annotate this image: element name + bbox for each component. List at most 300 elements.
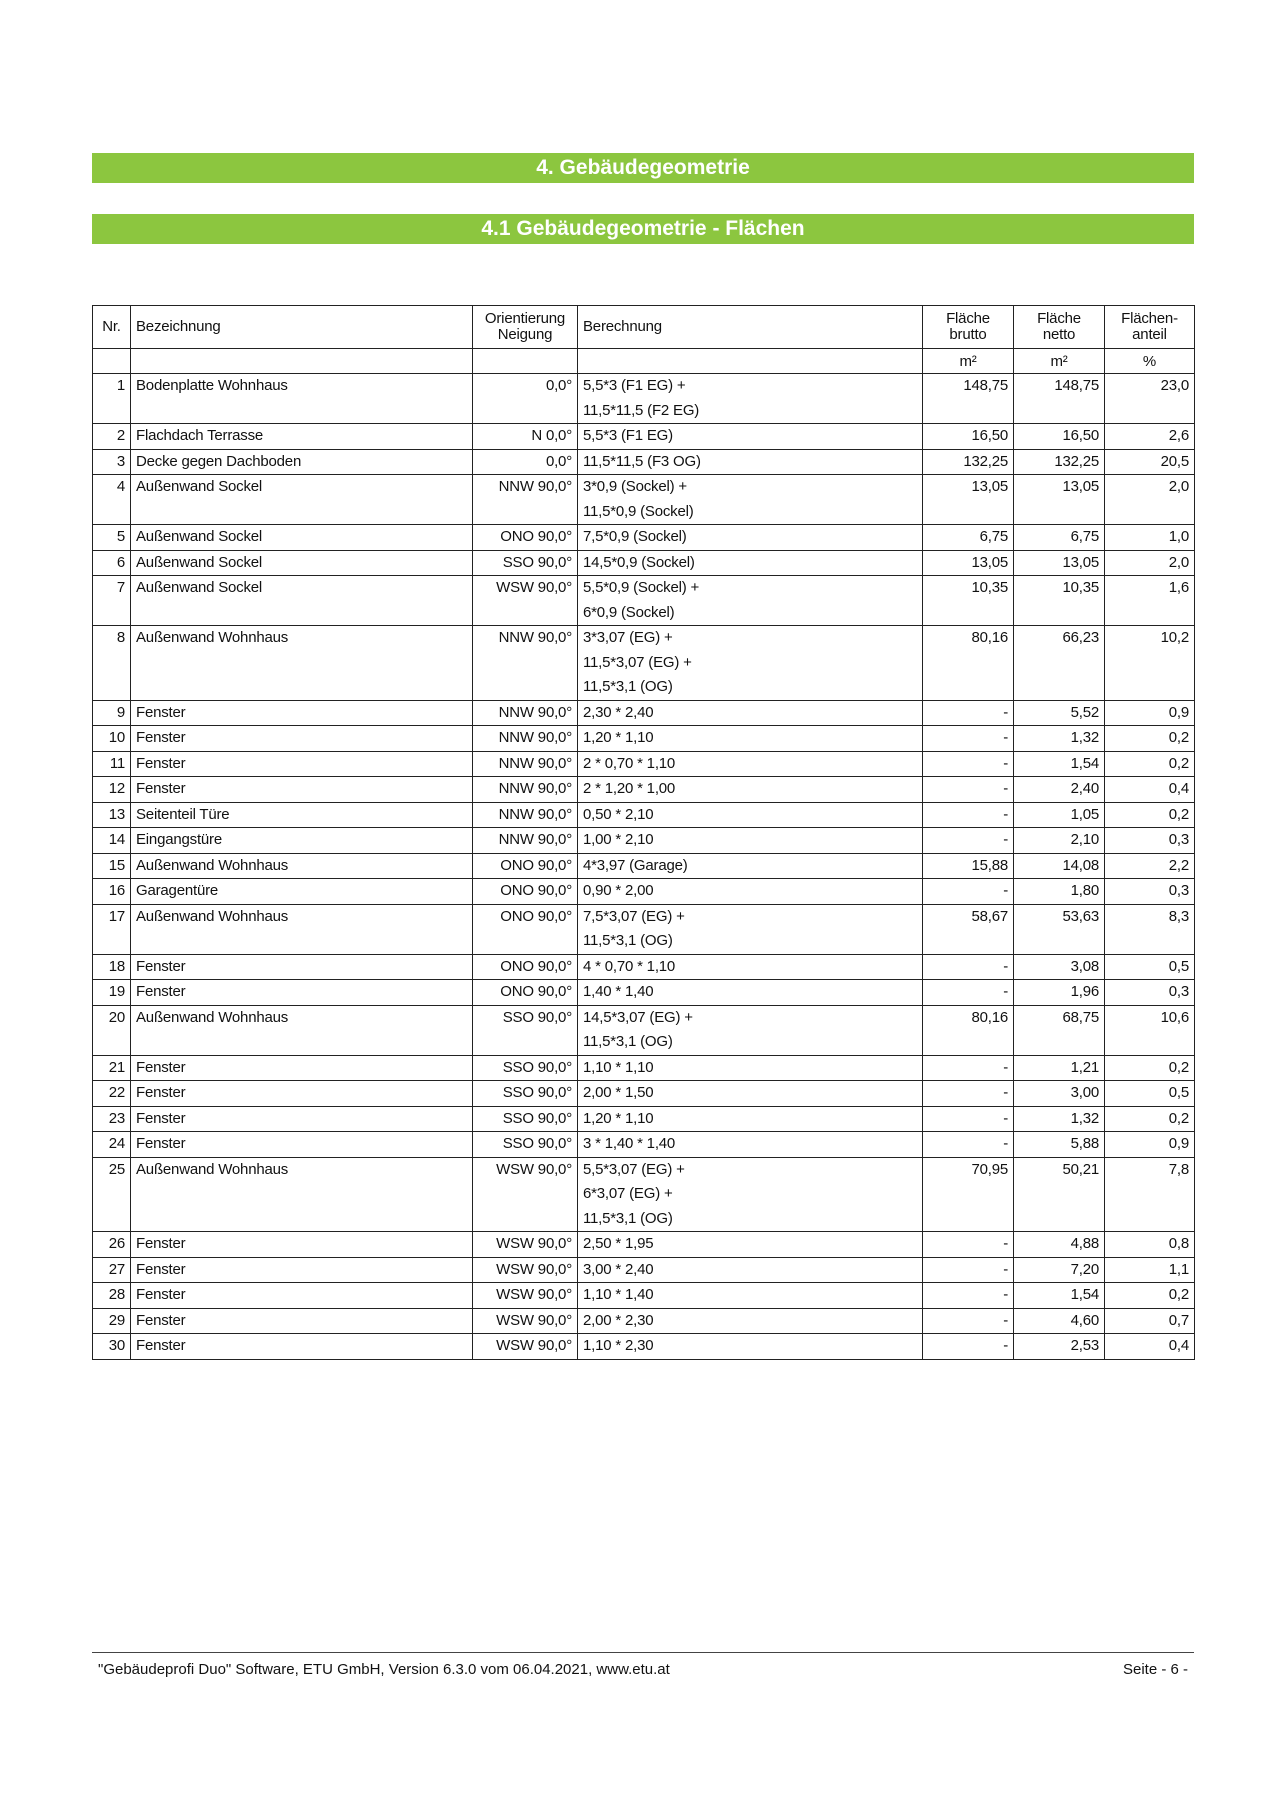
cell-flaechenanteil: 0,9 <box>1105 700 1195 726</box>
cell-flaechenanteil: 0,3 <box>1105 828 1195 854</box>
calc-line: 2 * 0,70 * 1,10 <box>583 754 676 772</box>
cell-flaechenanteil: 0,5 <box>1105 954 1195 980</box>
table-row <box>93 374 1195 424</box>
cell-berechnung <box>578 700 923 726</box>
calc-line: 1,00 * 2,10 <box>583 831 654 848</box>
units-empty <box>131 349 473 374</box>
cell-nr: 24 <box>93 1132 131 1158</box>
cell-berechnung <box>578 751 923 777</box>
cell-nr: 5 <box>93 525 131 551</box>
cell-nr: 26 <box>93 1232 131 1258</box>
cell-bezeichnung: Fenster <box>131 1081 473 1107</box>
calc-line: 0,90 * 2,00 <box>583 882 654 899</box>
cell-flaeche-brutto: - <box>923 1232 1014 1258</box>
cell-flaeche-netto: 50,21 <box>1014 1157 1105 1232</box>
table-row <box>93 1232 1195 1258</box>
cell-bezeichnung: Fenster <box>131 1334 473 1360</box>
calc-line: 5,5*3 (F1 EG) + <box>583 377 686 394</box>
cell-bezeichnung: Seitenteil Türe <box>131 802 473 828</box>
cell-berechnung <box>578 1257 923 1283</box>
calc-line: 1,20 * 1,10 <box>583 1109 654 1127</box>
cell-flaeche-brutto: - <box>923 1106 1014 1132</box>
cell-nr: 28 <box>93 1283 131 1309</box>
cell-flaechenanteil: 0,2 <box>1105 1055 1195 1081</box>
cell-flaeche-netto: 53,63 <box>1014 904 1105 954</box>
cell-flaechenanteil: 0,2 <box>1105 1106 1195 1132</box>
cell-berechnung <box>578 954 923 980</box>
table-row <box>93 1308 1195 1334</box>
cell-bezeichnung: Fenster <box>131 1232 473 1258</box>
table-row <box>93 1283 1195 1309</box>
cell-flaeche-netto: 14,08 <box>1014 853 1105 879</box>
cell-flaechenanteil: 7,8 <box>1105 1157 1195 1232</box>
header-brutto-line2: brutto <box>949 326 987 343</box>
cell-flaechenanteil: 8,3 <box>1105 904 1195 954</box>
calc-line: 7,5*3,07 (EG) + <box>583 907 685 925</box>
table-row <box>93 802 1195 828</box>
cell-orientierung: SSO 90,0° <box>473 1132 578 1158</box>
cell-bezeichnung: Außenwand Sockel <box>131 576 473 626</box>
cell-orientierung: ONO 90,0° <box>473 904 578 954</box>
cell-nr: 1 <box>93 374 131 424</box>
cell-orientierung: WSW 90,0° <box>473 1283 578 1309</box>
cell-orientierung: ONO 90,0° <box>473 879 578 905</box>
table-row <box>93 751 1195 777</box>
table-row <box>93 904 1195 954</box>
cell-orientierung: WSW 90,0° <box>473 1308 578 1334</box>
table-row <box>93 1055 1195 1081</box>
calc-line: 3 * 1,40 * 1,40 <box>583 1135 676 1152</box>
units-empty <box>473 349 578 374</box>
cell-flaeche-brutto: - <box>923 751 1014 777</box>
cell-flaeche-brutto: - <box>923 700 1014 726</box>
cell-flaeche-brutto: - <box>923 1132 1014 1158</box>
cell-flaeche-brutto: 58,67 <box>923 904 1014 954</box>
calc-line: 11,5*3,1 (OG) <box>583 678 673 695</box>
cell-berechnung <box>578 802 923 828</box>
table-row <box>93 1081 1195 1107</box>
cell-flaeche-netto: 2,40 <box>1014 777 1105 803</box>
cell-flaeche-netto: 1,05 <box>1014 802 1105 828</box>
cell-berechnung <box>578 576 923 626</box>
geometry-table <box>92 305 1195 1360</box>
cell-bezeichnung: Fenster <box>131 1106 473 1132</box>
calc-line: 11,5*11,5 (F2 EG) <box>583 401 700 419</box>
cell-berechnung <box>578 1106 923 1132</box>
cell-nr: 22 <box>93 1081 131 1107</box>
cell-flaechenanteil: 0,2 <box>1105 751 1195 777</box>
calc-line: 1,20 * 1,10 <box>583 729 654 746</box>
cell-orientierung: 0,0° <box>473 374 578 424</box>
cell-flaeche-brutto: 16,50 <box>923 424 1014 450</box>
cell-orientierung: NNW 90,0° <box>473 828 578 854</box>
cell-nr: 12 <box>93 777 131 803</box>
calc-line: 2,50 * 1,95 <box>583 1235 654 1252</box>
calc-line: 0,50 * 2,10 <box>583 805 654 823</box>
header-nr: Nr. <box>93 306 131 349</box>
cell-flaeche-brutto: - <box>923 1283 1014 1309</box>
calc-line: 11,5*0,9 (Sockel) <box>583 502 694 520</box>
cell-flaeche-netto: 13,05 <box>1014 550 1105 576</box>
table-row <box>93 1257 1195 1283</box>
calc-line: 7,5*0,9 (Sockel) <box>583 528 687 545</box>
cell-flaeche-netto: 1,32 <box>1014 726 1105 752</box>
header-flaeche-brutto <box>923 306 1014 349</box>
cell-flaechenanteil: 10,2 <box>1105 626 1195 701</box>
cell-nr: 20 <box>93 1005 131 1055</box>
cell-flaechenanteil: 0,5 <box>1105 1081 1195 1107</box>
table-row <box>93 1334 1195 1360</box>
cell-flaechenanteil: 0,2 <box>1105 726 1195 752</box>
calc-line: 2,00 * 1,50 <box>583 1084 654 1101</box>
cell-orientierung: NNW 90,0° <box>473 777 578 803</box>
cell-orientierung: NNW 90,0° <box>473 700 578 726</box>
cell-flaechenanteil: 0,3 <box>1105 879 1195 905</box>
cell-flaeche-brutto: - <box>923 802 1014 828</box>
cell-nr: 19 <box>93 980 131 1006</box>
calc-line: 4 * 0,70 * 1,10 <box>583 957 676 975</box>
cell-flaeche-brutto: - <box>923 777 1014 803</box>
cell-berechnung <box>578 879 923 905</box>
unit-netto: m² <box>1014 349 1105 374</box>
cell-berechnung <box>578 550 923 576</box>
cell-orientierung: WSW 90,0° <box>473 1232 578 1258</box>
table-row <box>93 879 1195 905</box>
cell-orientierung: NNW 90,0° <box>473 751 578 777</box>
table-row <box>93 1132 1195 1158</box>
table-row <box>93 1157 1195 1232</box>
cell-nr: 11 <box>93 751 131 777</box>
cell-flaeche-brutto: - <box>923 1308 1014 1334</box>
cell-bezeichnung: Fenster <box>131 1132 473 1158</box>
cell-nr: 15 <box>93 853 131 879</box>
cell-flaeche-brutto: 148,75 <box>923 374 1014 424</box>
calc-line: 5,5*3,07 (EG) + <box>583 1160 685 1178</box>
footer-software-info: "Gebäudeprofi Duo" Software, ETU GmbH, Version 6.3.0 vom 06.04.2021, www.etu.at <box>98 1661 670 1678</box>
table-row <box>93 828 1195 854</box>
cell-bezeichnung: Flachdach Terrasse <box>131 424 473 450</box>
header-orientierung-label: Orientierung <box>484 310 566 327</box>
cell-orientierung: SSO 90,0° <box>473 1106 578 1132</box>
cell-nr: 3 <box>93 449 131 475</box>
cell-bezeichnung: Fenster <box>131 1283 473 1309</box>
calc-line: 5,5*0,9 (Sockel) + <box>583 579 700 596</box>
cell-flaeche-netto: 2,53 <box>1014 1334 1105 1360</box>
cell-bezeichnung: Außenwand Wohnhaus <box>131 904 473 954</box>
table-row <box>93 449 1195 475</box>
cell-flaechenanteil: 2,0 <box>1105 550 1195 576</box>
cell-bezeichnung: Fenster <box>131 751 473 777</box>
cell-berechnung <box>578 904 923 954</box>
calc-line: 4*3,97 (Garage) <box>583 856 688 874</box>
cell-bezeichnung: Außenwand Sockel <box>131 550 473 576</box>
cell-berechnung <box>578 1081 923 1107</box>
cell-flaechenanteil: 23,0 <box>1105 374 1195 424</box>
cell-nr: 10 <box>93 726 131 752</box>
cell-nr: 7 <box>93 576 131 626</box>
cell-flaeche-brutto: - <box>923 1081 1014 1107</box>
cell-flaeche-netto: 1,80 <box>1014 879 1105 905</box>
cell-orientierung: SSO 90,0° <box>473 550 578 576</box>
cell-nr: 23 <box>93 1106 131 1132</box>
calc-line: 11,5*11,5 (F3 OG) <box>583 452 701 470</box>
header-orientierung <box>473 306 578 349</box>
calc-line: 6*3,07 (EG) + <box>583 1185 673 1202</box>
header-netto-line1: Fläche <box>1037 310 1081 327</box>
table-row <box>93 726 1195 752</box>
cell-flaeche-netto: 6,75 <box>1014 525 1105 551</box>
cell-nr: 18 <box>93 954 131 980</box>
cell-bezeichnung: Fenster <box>131 700 473 726</box>
cell-flaechenanteil: 20,5 <box>1105 449 1195 475</box>
cell-bezeichnung: Garagentüre <box>131 879 473 905</box>
cell-orientierung: 0,0° <box>473 449 578 475</box>
cell-flaeche-netto: 68,75 <box>1014 1005 1105 1055</box>
cell-berechnung <box>578 525 923 551</box>
cell-orientierung: WSW 90,0° <box>473 1257 578 1283</box>
cell-orientierung: ONO 90,0° <box>473 525 578 551</box>
cell-flaechenanteil: 0,2 <box>1105 1283 1195 1309</box>
cell-flaeche-brutto: - <box>923 954 1014 980</box>
cell-nr: 4 <box>93 475 131 525</box>
cell-nr: 14 <box>93 828 131 854</box>
cell-bezeichnung: Außenwand Sockel <box>131 525 473 551</box>
cell-flaeche-netto: 132,25 <box>1014 449 1105 475</box>
footer-page-number: Seite - 6 - <box>1122 1661 1188 1678</box>
calc-line: 1,40 * 1,40 <box>583 983 654 1000</box>
table-row <box>93 626 1195 701</box>
calc-line: 2,30 * 2,40 <box>583 703 654 721</box>
cell-flaeche-netto: 13,05 <box>1014 475 1105 525</box>
cell-flaeche-brutto: 80,16 <box>923 626 1014 701</box>
cell-orientierung: NNW 90,0° <box>473 475 578 525</box>
units-empty <box>93 349 131 374</box>
cell-berechnung <box>578 853 923 879</box>
cell-flaeche-netto: 148,75 <box>1014 374 1105 424</box>
unit-brutto: m² <box>923 349 1014 374</box>
cell-flaechenanteil: 0,9 <box>1105 1132 1195 1158</box>
cell-flaechenanteil: 0,7 <box>1105 1308 1195 1334</box>
cell-flaeche-brutto: 13,05 <box>923 475 1014 525</box>
cell-flaechenanteil: 0,3 <box>1105 980 1195 1006</box>
cell-bezeichnung: Eingangstüre <box>131 828 473 854</box>
table-units-row <box>93 349 1195 374</box>
cell-nr: 27 <box>93 1257 131 1283</box>
cell-flaechenanteil: 1,6 <box>1105 576 1195 626</box>
cell-berechnung <box>578 1334 923 1360</box>
cell-flaeche-brutto: 15,88 <box>923 853 1014 879</box>
cell-bezeichnung: Fenster <box>131 1055 473 1081</box>
table-row <box>93 1106 1195 1132</box>
cell-berechnung <box>578 828 923 854</box>
cell-bezeichnung: Bodenplatte Wohnhaus <box>131 374 473 424</box>
calc-line: 2,00 * 2,30 <box>583 1311 654 1329</box>
table-body <box>93 374 1195 1360</box>
cell-flaeche-netto: 4,60 <box>1014 1308 1105 1334</box>
calc-line: 3*0,9 (Sockel) + <box>583 478 687 495</box>
cell-berechnung <box>578 626 923 701</box>
cell-nr: 29 <box>93 1308 131 1334</box>
header-brutto-line1: Fläche <box>946 310 990 327</box>
section-title: 4. Gebäudegeometrie <box>92 153 1194 183</box>
cell-flaeche-brutto: 6,75 <box>923 525 1014 551</box>
cell-flaeche-netto: 66,23 <box>1014 626 1105 701</box>
cell-berechnung <box>578 726 923 752</box>
table-row <box>93 525 1195 551</box>
cell-berechnung <box>578 1157 923 1232</box>
cell-berechnung <box>578 1283 923 1309</box>
cell-orientierung: NNW 90,0° <box>473 802 578 828</box>
cell-flaeche-netto: 1,32 <box>1014 1106 1105 1132</box>
header-anteil-line2: anteil <box>1132 326 1167 343</box>
calc-line: 6*0,9 (Sockel) <box>583 603 675 621</box>
cell-orientierung: WSW 90,0° <box>473 1157 578 1232</box>
cell-flaeche-brutto: - <box>923 1257 1014 1283</box>
calc-line: 14,5*3,07 (EG) + <box>583 1008 693 1026</box>
cell-flaeche-brutto: - <box>923 1334 1014 1360</box>
calc-line: 5,5*3 (F1 EG) <box>583 427 673 444</box>
cell-flaechenanteil: 2,0 <box>1105 475 1195 525</box>
cell-orientierung: WSW 90,0° <box>473 1334 578 1360</box>
cell-bezeichnung: Außenwand Wohnhaus <box>131 626 473 701</box>
header-anteil <box>1105 306 1195 349</box>
cell-flaeche-brutto: 70,95 <box>923 1157 1014 1232</box>
cell-flaechenanteil: 2,2 <box>1105 853 1195 879</box>
cell-orientierung: ONO 90,0° <box>473 853 578 879</box>
calc-line: 1,10 * 1,40 <box>583 1286 654 1303</box>
cell-flaechenanteil: 1,0 <box>1105 525 1195 551</box>
cell-orientierung: WSW 90,0° <box>473 576 578 626</box>
cell-berechnung <box>578 1055 923 1081</box>
cell-nr: 21 <box>93 1055 131 1081</box>
calc-line: 14,5*0,9 (Sockel) <box>583 553 695 571</box>
table-row <box>93 424 1195 450</box>
cell-flaeche-brutto: - <box>923 1055 1014 1081</box>
header-neigung-label: Neigung <box>497 326 553 343</box>
cell-flaeche-netto: 10,35 <box>1014 576 1105 626</box>
cell-berechnung <box>578 1308 923 1334</box>
cell-flaechenanteil: 0,2 <box>1105 802 1195 828</box>
cell-flaeche-brutto: - <box>923 879 1014 905</box>
cell-berechnung <box>578 777 923 803</box>
cell-flaechenanteil: 2,6 <box>1105 424 1195 450</box>
cell-nr: 17 <box>93 904 131 954</box>
cell-flaeche-netto: 5,52 <box>1014 700 1105 726</box>
header-netto-line2: netto <box>1042 326 1076 343</box>
cell-orientierung: ONO 90,0° <box>473 954 578 980</box>
cell-flaechenanteil: 1,1 <box>1105 1257 1195 1283</box>
table-row <box>93 853 1195 879</box>
cell-flaeche-brutto: - <box>923 980 1014 1006</box>
calc-line: 1,10 * 1,10 <box>583 1058 654 1076</box>
cell-bezeichnung: Außenwand Sockel <box>131 475 473 525</box>
calc-line: 3*3,07 (EG) + <box>583 629 673 646</box>
cell-orientierung: SSO 90,0° <box>473 1081 578 1107</box>
cell-orientierung: N 0,0° <box>473 424 578 450</box>
table-row <box>93 954 1195 980</box>
calc-line: 11,5*3,1 (OG) <box>583 1209 673 1227</box>
cell-flaeche-netto: 1,96 <box>1014 980 1105 1006</box>
cell-bezeichnung: Fenster <box>131 954 473 980</box>
header-bezeichnung: Bezeichnung <box>131 306 473 349</box>
cell-orientierung: NNW 90,0° <box>473 726 578 752</box>
calc-line: 1,10 * 2,30 <box>583 1337 654 1354</box>
cell-berechnung <box>578 980 923 1006</box>
cell-orientierung: SSO 90,0° <box>473 1005 578 1055</box>
cell-bezeichnung: Fenster <box>131 726 473 752</box>
cell-flaeche-brutto: 80,16 <box>923 1005 1014 1055</box>
cell-flaechenanteil: 0,4 <box>1105 777 1195 803</box>
cell-nr: 9 <box>93 700 131 726</box>
table-row <box>93 1005 1195 1055</box>
calc-line: 2 * 1,20 * 1,00 <box>583 780 676 797</box>
table-row <box>93 777 1195 803</box>
table-row <box>93 576 1195 626</box>
cell-nr: 16 <box>93 879 131 905</box>
units-empty <box>578 349 923 374</box>
cell-flaeche-brutto: 13,05 <box>923 550 1014 576</box>
cell-flaeche-netto: 16,50 <box>1014 424 1105 450</box>
subsection-title: 4.1 Gebäudegeometrie - Flächen <box>92 214 1194 244</box>
cell-flaeche-netto: 1,21 <box>1014 1055 1105 1081</box>
cell-orientierung: SSO 90,0° <box>473 1055 578 1081</box>
cell-bezeichnung: Außenwand Wohnhaus <box>131 1005 473 1055</box>
cell-berechnung <box>578 1232 923 1258</box>
cell-flaeche-netto: 3,08 <box>1014 954 1105 980</box>
cell-bezeichnung: Außenwand Wohnhaus <box>131 853 473 879</box>
cell-berechnung <box>578 1132 923 1158</box>
cell-flaeche-netto: 1,54 <box>1014 751 1105 777</box>
unit-anteil: % <box>1105 349 1195 374</box>
cell-flaechenanteil: 0,4 <box>1105 1334 1195 1360</box>
table-row <box>93 550 1195 576</box>
cell-bezeichnung: Fenster <box>131 1308 473 1334</box>
header-berechnung: Berechnung <box>578 306 923 349</box>
cell-bezeichnung: Fenster <box>131 980 473 1006</box>
table-header-row <box>93 306 1195 349</box>
cell-flaeche-brutto: 10,35 <box>923 576 1014 626</box>
cell-bezeichnung: Decke gegen Dachboden <box>131 449 473 475</box>
cell-flaeche-netto: 2,10 <box>1014 828 1105 854</box>
header-anteil-line1: Flächen- <box>1121 310 1178 327</box>
header-flaeche-netto <box>1014 306 1105 349</box>
cell-berechnung <box>578 449 923 475</box>
table-row <box>93 475 1195 525</box>
cell-berechnung <box>578 1005 923 1055</box>
cell-bezeichnung: Außenwand Wohnhaus <box>131 1157 473 1232</box>
table-row <box>93 700 1195 726</box>
cell-flaeche-netto: 1,54 <box>1014 1283 1105 1309</box>
cell-flaeche-netto: 5,88 <box>1014 1132 1105 1158</box>
cell-flaeche-netto: 4,88 <box>1014 1232 1105 1258</box>
cell-nr: 8 <box>93 626 131 701</box>
cell-flaechenanteil: 10,6 <box>1105 1005 1195 1055</box>
cell-flaeche-brutto: 132,25 <box>923 449 1014 475</box>
cell-nr: 30 <box>93 1334 131 1360</box>
footer-divider <box>92 1652 1194 1653</box>
cell-nr: 13 <box>93 802 131 828</box>
table-row <box>93 980 1195 1006</box>
cell-flaeche-brutto: - <box>923 726 1014 752</box>
cell-flaeche-netto: 3,00 <box>1014 1081 1105 1107</box>
cell-nr: 2 <box>93 424 131 450</box>
cell-flaeche-netto: 7,20 <box>1014 1257 1105 1283</box>
cell-bezeichnung: Fenster <box>131 777 473 803</box>
cell-berechnung <box>578 424 923 450</box>
cell-nr: 25 <box>93 1157 131 1232</box>
cell-flaeche-brutto: - <box>923 828 1014 854</box>
calc-line: 11,5*3,1 (OG) <box>583 1033 673 1050</box>
